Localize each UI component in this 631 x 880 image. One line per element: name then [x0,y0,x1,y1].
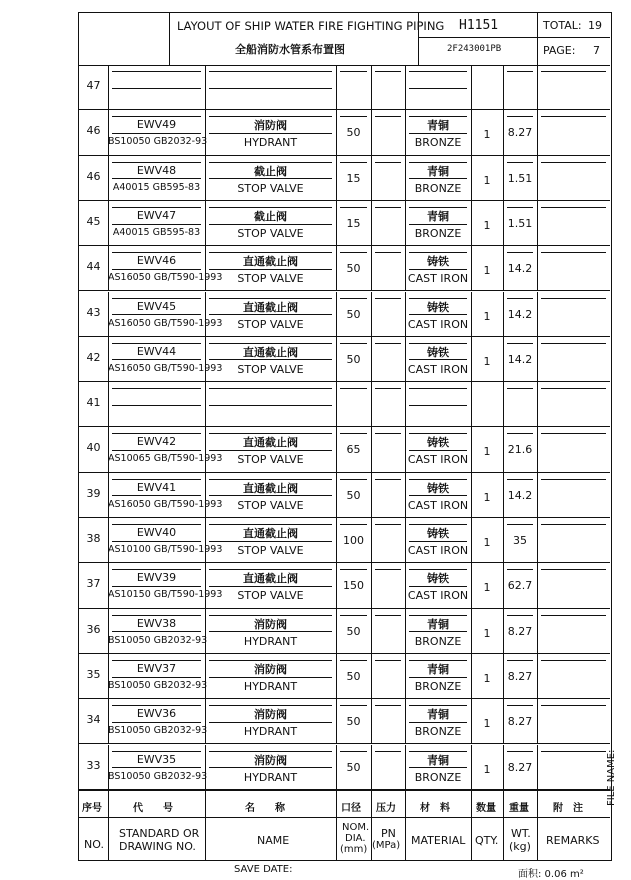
row-material-cn: 青铜 [427,209,449,223]
row-material-en: CAST IRON [407,544,469,557]
table-row [79,382,610,427]
row-material-cn: 铸铁 [427,527,449,540]
row-code: EWV37 [136,661,177,675]
row-no: 36 [86,622,101,636]
row-standard: BS10050 GB2032-93 [108,634,208,646]
table-row [79,201,610,246]
table-row [79,654,610,699]
row-code: EWV48 [136,163,177,177]
row-material-en: BRONZE [414,634,462,648]
row-material-cn: 青铜 [427,617,449,631]
row-standard: AS10150 GB/T590-1993 [108,589,223,601]
row-weight: 14.2 [507,262,533,276]
row-dia: 50 [346,126,361,140]
row-name-en: STOP VALVE [237,362,304,376]
row-no: 33 [86,758,101,772]
row-weight: 14.2 [507,488,533,502]
row-code: EWV47 [136,208,177,222]
row-name-cn: 消防阀 [254,119,287,133]
row-material-en: CAST IRON [407,453,469,467]
save-date: SAVE DATE: [234,864,293,875]
row-name-en: HYDRANT [243,725,298,739]
row-standard: BS10050 GB2032-93 [108,136,208,148]
row-name-cn: 直通截止阀 [243,527,298,540]
row-material-en: BRONZE [414,136,462,150]
row-no: 43 [86,305,101,319]
row-material-cn: 铸铁 [427,572,449,586]
title-cn: 全船消防水管系布置图 [235,43,345,56]
header-code-en-2: DRAWING NO. [119,840,196,853]
row-weight: 14.2 [507,307,533,321]
row-dia: 50 [346,352,361,366]
row-material-cn: 青铜 [427,708,449,722]
row-name-cn: 消防阀 [254,753,287,767]
row-dia: 50 [346,262,361,276]
header-no-en: NO. [84,838,104,851]
row-dia: 50 [346,669,361,683]
row-no: 41 [86,396,101,410]
row-weight: 21.6 [507,443,533,457]
total-value: 19 [588,19,602,32]
table-row [79,337,610,382]
row-no: 39 [86,486,101,500]
row-material-en: BRONZE [414,226,462,240]
row-code: EWV38 [136,616,177,630]
row-no: 38 [86,532,101,545]
row-code: EWV49 [136,118,177,132]
row-qty: 1 [483,490,491,504]
row-weight: 8.27 [507,715,533,729]
row-material-en: CAST IRON [407,589,469,603]
row-material-cn: 青铜 [427,119,449,133]
total-label: TOTAL: [543,19,582,32]
row-qty: 1 [483,309,491,323]
header-name-en: NAME [257,834,290,847]
row-standard: AS16050 GB/T590-1993 [108,317,223,329]
area-label: 面积: 0.06 m² [518,869,584,880]
row-weight: 14.2 [507,352,533,366]
row-qty: 1 [483,626,491,640]
header-rem-cn: 附 注 [553,803,583,814]
row-name-cn: 消防阀 [254,662,287,676]
row-name-en: STOP VALVE [237,272,304,286]
header-dia-en-2: DIA. [345,833,366,844]
header-no-cn: 序号 [82,803,102,814]
header-dia-en-3: (mm) [340,844,368,855]
row-no: 46 [86,169,101,183]
row-weight: 8.27 [507,760,533,774]
row-standard: BS10050 GB2032-93 [108,679,208,691]
row-material-cn: 铸铁 [427,345,449,359]
row-name-cn: 直通截止阀 [243,345,298,359]
drawing-sheet [78,12,612,861]
header-code-en-1: STANDARD OR [119,827,200,840]
row-weight: 35 [513,534,527,547]
row-name-cn: 直通截止阀 [243,572,298,586]
table-row [79,292,610,337]
row-standard: AS10065 GB/T590-1993 [108,453,223,465]
row-weight: 62.7 [507,579,533,593]
row-dia: 100 [343,534,364,547]
header-qty-en: QTY. [475,834,499,847]
row-weight: 8.27 [507,126,533,140]
header-pn-cn: 压力 [376,803,396,814]
row-qty: 1 [483,536,491,549]
row-name-en: HYDRANT [243,770,298,784]
row-dia: 15 [346,171,361,185]
row-material-en: BRONZE [414,181,462,195]
row-dia: 15 [346,216,361,230]
row-material-cn: 青铜 [427,164,449,178]
row-material-cn: 铸铁 [427,481,449,495]
column-headers [79,790,610,861]
row-no: 46 [86,124,101,138]
page-label: PAGE: [543,44,576,57]
row-standard: A40015 GB595-83 [112,226,201,238]
row-qty: 1 [483,445,491,459]
table-row [79,246,610,291]
header-mat-en: MATERIAL [411,834,466,847]
header-wt-en-2: (kg) [509,840,531,853]
header-qty-cn: 数量 [476,803,496,814]
row-material-en: CAST IRON [407,498,469,512]
row-material-cn: 铸铁 [427,255,449,269]
row-no: 42 [86,350,101,364]
row-standard: BS10050 GB2032-93 [108,770,208,782]
table-row [79,110,610,155]
table-row [79,518,610,563]
row-code: EWV44 [136,344,177,358]
page-value: 7 [593,44,600,57]
header-code-cn: 代 号 [133,803,173,814]
row-name-en: HYDRANT [243,136,298,150]
row-qty: 1 [483,581,491,595]
row-code: EWV35 [136,752,177,766]
row-material-en: BRONZE [414,725,462,739]
row-weight: 8.27 [507,669,533,683]
title-block [79,13,610,66]
drawing-code: H1151 [459,18,499,33]
title-en: LAYOUT OF SHIP WATER FIRE FIGHTING PIPING [177,19,445,33]
row-no: 34 [86,713,101,727]
header-wt-en-1: WT. [511,827,531,840]
row-qty: 1 [483,354,491,368]
row-name-en: HYDRANT [243,634,298,648]
table-row [79,427,610,472]
header-name-cn: 名 称 [245,803,285,814]
table-row [79,473,610,518]
row-standard: AS16050 GB/T590-1993 [108,498,223,510]
row-name-cn: 直通截止阀 [243,255,298,269]
table-row [79,156,610,201]
row-dia: 65 [346,443,361,457]
row-standard: AS16050 GB/T590-1993 [108,272,223,284]
drawing-no: 2F243001PB [447,44,502,54]
row-name-cn: 直通截止阀 [243,481,298,495]
row-material-cn: 青铜 [427,662,449,676]
header-dia-cn: 口径 [341,803,361,814]
row-code: EWV42 [136,435,177,449]
row-code: EWV46 [136,254,177,268]
row-material-en: CAST IRON [407,362,469,376]
row-no: 37 [86,577,101,591]
row-standard: AS10100 GB/T590-1993 [108,544,223,555]
row-material-en: BRONZE [414,679,462,693]
row-dia: 50 [346,624,361,638]
row-material-en: CAST IRON [407,317,469,331]
row-qty: 1 [483,264,491,278]
row-dia: 50 [346,307,361,321]
header-pn-en-1: PN [381,827,396,840]
row-name-cn: 直通截止阀 [243,436,298,450]
row-material-cn: 青铜 [427,753,449,767]
row-code: EWV39 [136,571,177,585]
row-qty: 1 [483,128,491,142]
row-weight: 1.51 [507,171,533,185]
header-pn-en-2: (MPa) [372,840,401,851]
header-mat-cn: 材 料 [420,803,450,814]
row-material-en: CAST IRON [407,272,469,286]
row-name-en: HYDRANT [243,679,298,693]
row-no: 35 [86,667,101,681]
row-qty: 1 [483,762,491,776]
row-name-cn: 消防阀 [254,708,287,722]
file-name-label: FILE NAME: [606,749,617,806]
row-no: 45 [86,214,101,228]
header-rem-en: REMARKS [546,834,600,847]
table-row [79,745,610,790]
row-weight: 8.27 [507,624,533,638]
row-name-en: STOP VALVE [237,498,304,512]
header-dia-en-1: NOM. [342,822,370,833]
row-no: 44 [86,260,101,274]
row-code: EWV36 [136,707,177,721]
row-code: EWV41 [136,480,177,494]
row-code: EWV40 [136,526,177,539]
row-dia: 50 [346,715,361,729]
row-code: EWV45 [136,299,177,313]
table-row [79,563,610,608]
row-qty: 1 [483,717,491,731]
row-name-cn: 截止阀 [254,164,287,178]
row-standard: AS16050 GB/T590-1993 [108,362,223,374]
row-name-en: STOP VALVE [237,181,304,195]
row-no: 47 [86,79,101,92]
row-material-en: BRONZE [414,770,462,784]
row-name-en: STOP VALVE [237,453,304,467]
row-dia: 50 [346,488,361,502]
row-material-cn: 铸铁 [427,436,449,450]
row-qty: 1 [483,173,491,187]
table-row [79,699,610,744]
row-dia: 50 [346,760,361,774]
row-qty: 1 [483,218,491,232]
row-name-en: STOP VALVE [237,589,304,603]
row-name-en: STOP VALVE [237,226,304,240]
row-dia: 150 [343,579,364,593]
row-weight: 1.51 [507,216,533,230]
table-row [79,609,610,654]
table-row [79,65,610,110]
row-name-cn: 直通截止阀 [243,300,298,314]
row-standard: BS10050 GB2032-93 [108,725,208,737]
row-name-cn: 截止阀 [254,209,287,223]
row-standard: A40015 GB595-83 [112,181,201,193]
header-wt-cn: 重量 [509,803,529,814]
row-no: 40 [86,441,101,455]
row-name-en: STOP VALVE [237,317,304,331]
row-material-cn: 铸铁 [427,300,449,314]
row-name-cn: 消防阀 [254,617,287,631]
row-qty: 1 [483,671,491,685]
row-name-en: STOP VALVE [237,544,304,557]
